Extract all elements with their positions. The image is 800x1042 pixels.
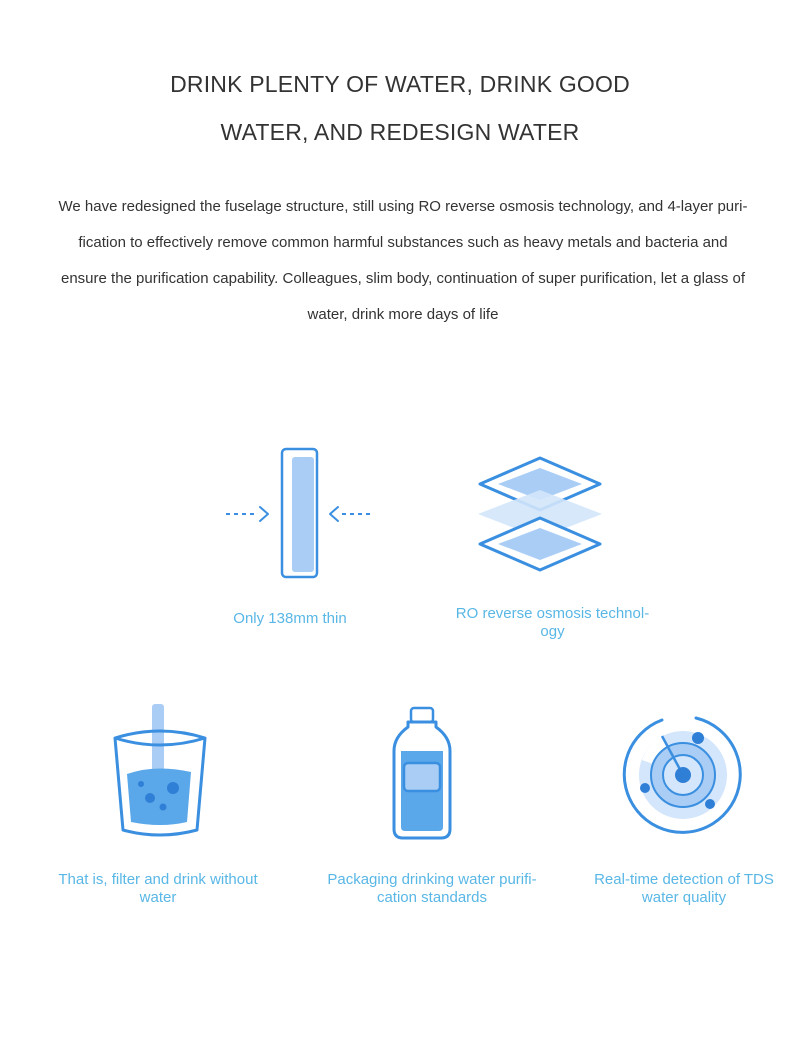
description-line-1: We have redesigned the fuselage structure, still using RO reverse osmosis technology, and 4-layer puri- (58, 198, 748, 215)
water-bottle-icon (380, 703, 465, 846)
description-line-4: water, drink more days of life (307, 306, 499, 323)
headline-line-2: WATER, AND REDESIGN WATER (220, 119, 580, 145)
description-line-2: fication to effectively remove common harmful substances such as heavy metals and bacteria and (78, 234, 728, 251)
slim-filter-icon (220, 444, 380, 584)
feature-caption-ro: RO reverse osmosis technol- ogy (455, 605, 650, 640)
tds-radar-icon (618, 710, 748, 840)
feature-caption-bottle: Packaging drinking water purifi- cation standards (327, 871, 537, 906)
water-glass-icon (105, 700, 215, 845)
feature-caption-glass: That is, filter and drink without water (58, 871, 258, 906)
feature-caption-slim: Only 138mm thin (233, 610, 347, 627)
ro-layers-icon (470, 452, 610, 577)
feature-caption-tds: Real-time detection of TDS water quality (594, 871, 774, 906)
description-line-3: ensure the purification capability. Colleagues, slim body, continuation of super purification, let a glass of (61, 270, 745, 287)
headline-line-1: DRINK PLENTY OF WATER, DRINK GOOD (170, 71, 630, 97)
